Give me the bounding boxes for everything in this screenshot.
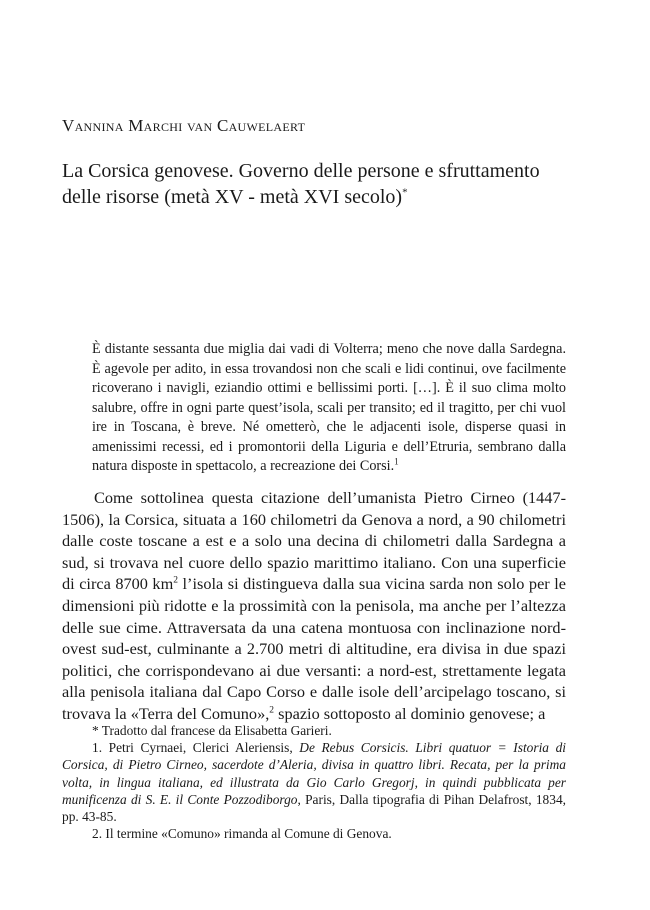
- title-text: La Corsica genovese. Governo delle persone e sfruttamento delle risorse (metà XV - metà XVI secolo): [62, 160, 540, 208]
- quote-text: È distante sessanta due miglia dai vadi di Volterra; meno che nove dalla Sardegna. È agevole per adito, in essa trovandosi non che scali e lidi continui, ove facilmente ricoverano i navigli, eziandio ottimi e bellissimi porti. […]. È il suo clima molto salubre, offre in ogni parte quest’isola, scali per transito; ed il tragitto, per chi vuol ire in Toscana, è breve. Né ometterò, che le adjacenti isole, disperse quasi in amenissimi recessi, ed i promontorii della Liguria e dell’Etruria, sembrano dalla natura disposte in spettacolo, a recreazione dei Corsi.: [92, 341, 566, 474]
- footnotes: [62, 722, 566, 842]
- footnote-2: 2. Il termine «Comuno» rimanda al Comune di Genova.: [92, 826, 392, 842]
- title-footnote-mark: *: [402, 186, 408, 199]
- epigraph-quote: [92, 340, 566, 477]
- km-superscript: 2: [173, 575, 178, 586]
- article-title: [62, 158, 582, 210]
- footnote-1-end: , Paris, Dalla tipografia di Pihan Delafrost, 1834, pp. 43-85.: [62, 791, 566, 825]
- article-author: Vannina Marchi van Cauwelaert: [62, 116, 306, 135]
- main-text: [62, 487, 566, 725]
- footnote-1: [62, 739, 566, 825]
- quote-paragraph: [92, 340, 566, 477]
- footnote-1-start: 1. Petri Cyrnaei, Clerici Aleriensis,: [92, 740, 300, 756]
- body-paragraph: [62, 487, 566, 725]
- footnote-1-title: De Rebus Corsicis. Libri quatuor = Istoria di Corsica, di Pietro Cirneo, sacerdote d’Aleria, divisa in quattro libri. Recata, per la prima volta, in lingua italiana, ed illustrata da Gio Carlo Gregorj, in quindi pubblicata per munificenza di S. E. il Conte Pozzodiborgo: [62, 740, 566, 807]
- body-text-part-3: spazio sottoposto al dominio genovese; a: [274, 703, 546, 723]
- footnote-ref-2[interactable]: 2: [269, 705, 275, 716]
- footnote-star: * Tradotto dal francese da Elisabetta Garieri.: [92, 723, 332, 738]
- body-text-part-2: l’isola si distingueva dalla sua vicina sarda non solo per le dimensioni più ridotte e la prossimità con la penisola, ma anche per l’altezza delle sue cime. Attraversata da una catena montuosa con inclinazione nord-ovest sud-est, culminante a 2.700 metri di altitudine, era divisa in due spazi politici, che corrispondevano ai due versanti: a nord-est, strettamente legata alla penisola italiana dal Capo Corso e dalle isole dell’arcipelago toscano, si trovava la «Terra del Comuno»,: [62, 574, 567, 723]
- footnote-ref-1[interactable]: 1: [394, 456, 399, 467]
- body-text-part-1: Come sottolinea questa citazione dell’umanista Pietro Cirneo (1447-1506), la Corsica, situata a 160 chilometri da Genova a nord, a 90 chilometri dalle coste toscane a est e a solo una decina di chilometri dalla Sardegna a sud, si trovava nel cuore dello spazio marittimo italiano. Con una superficie di circa 8700 km: [62, 488, 566, 594]
